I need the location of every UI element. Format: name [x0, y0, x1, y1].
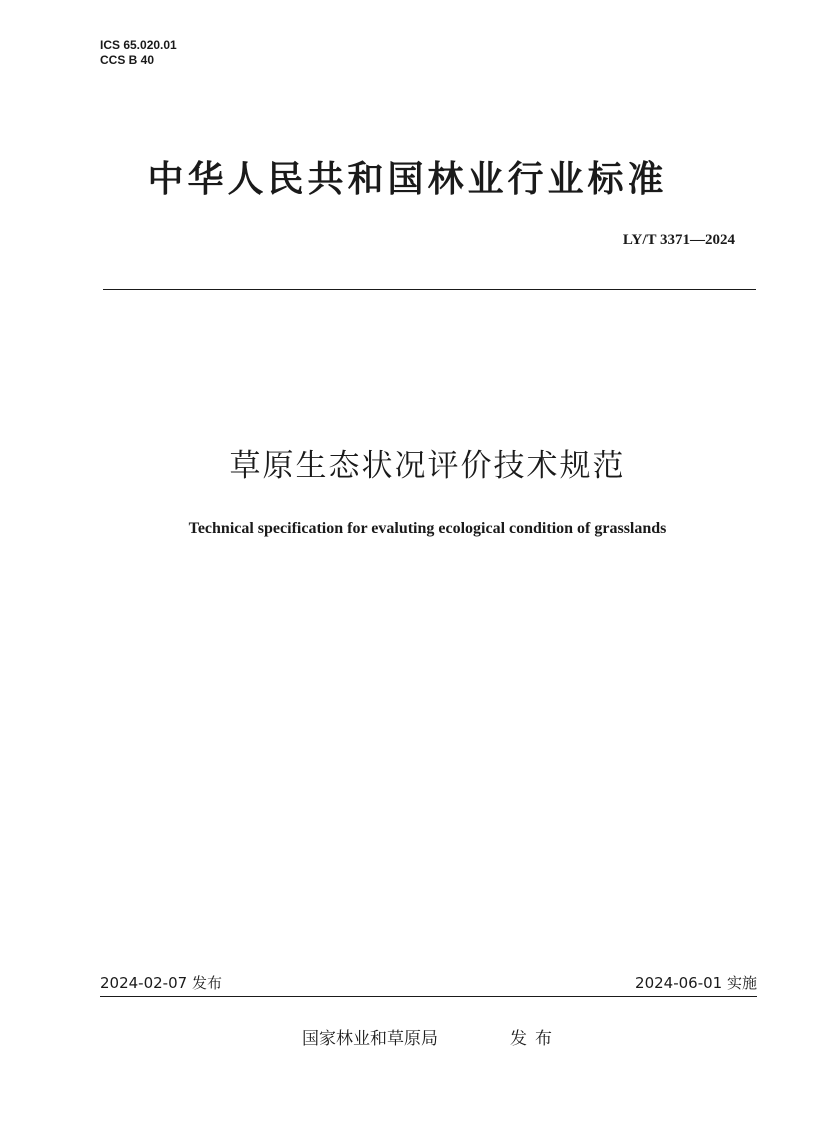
standard-number: LY/T 3371—2024	[622, 232, 735, 248]
issuing-action: 发布	[510, 1029, 560, 1049]
classification-codes	[100, 38, 177, 68]
implementation-date: 2024-06-01 实施	[635, 974, 757, 992]
standard-category-title: 中华人民共和国林业行业标准	[147, 159, 668, 200]
bottom-divider	[100, 996, 757, 997]
ics-code: ICS 65.020.01	[100, 38, 177, 52]
ccs-code: CCS B 40	[100, 53, 155, 67]
document-title-english: Technical specification for evaluting ecological condition of grasslands	[188, 520, 667, 537]
top-divider	[103, 289, 756, 290]
issuing-authority: 国家林业和草原局	[302, 1029, 438, 1049]
issue-date: 2024-02-07 发布	[100, 974, 222, 992]
document-title-chinese: 草原生态状况评价技术规范	[229, 448, 626, 484]
